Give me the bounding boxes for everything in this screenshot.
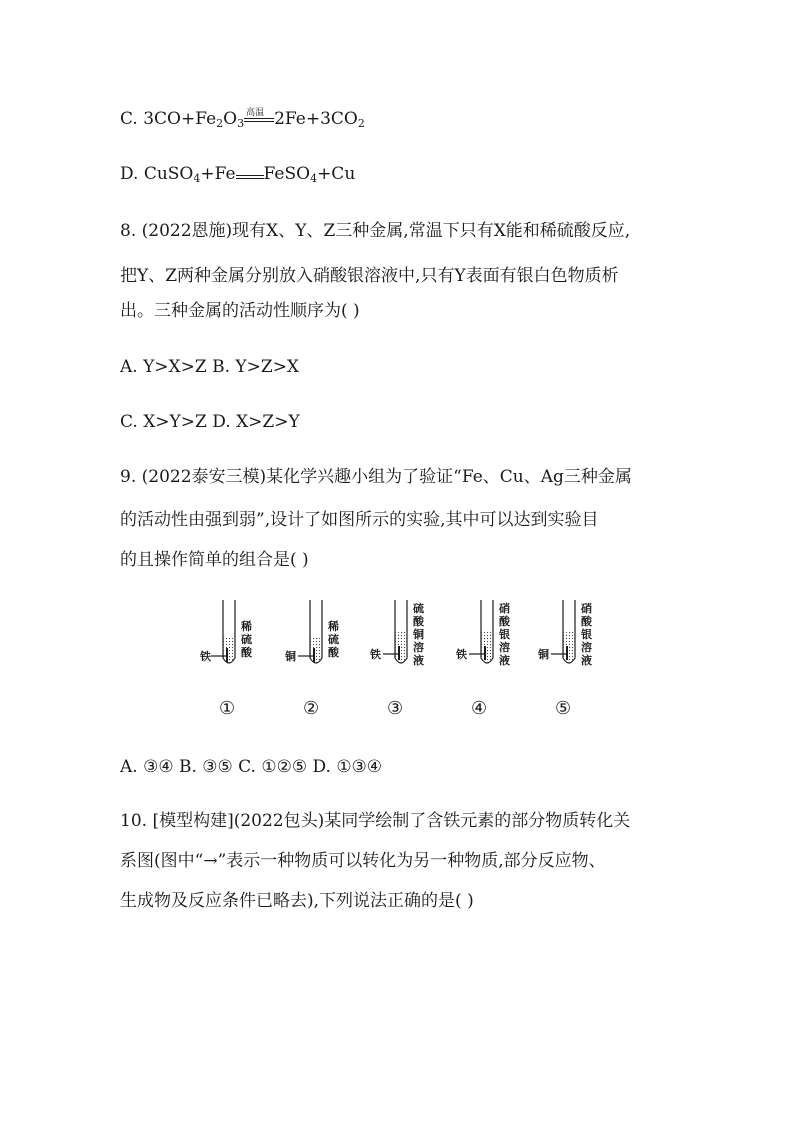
tube-2-metal: 铜 xyxy=(285,650,296,663)
q8-options-ab: A. Y>X>Z B. Y>Z>X xyxy=(120,357,300,377)
tube-5-solution: 硝酸银溶液 xyxy=(581,602,592,667)
tube-4-metal: 铁 xyxy=(456,648,467,661)
eq-d-left: D. CuSO xyxy=(120,164,194,184)
q9-line2: 的活动性由强到弱”,设计了如图所示的实验,其中可以达到实验目 xyxy=(120,510,599,530)
eq-d-right: FeSO xyxy=(263,164,311,184)
tube-3-number: ③ xyxy=(387,698,404,719)
reaction-condition: 高温 xyxy=(246,108,265,118)
reaction-condition-sign xyxy=(244,108,274,130)
tube-2-solution: 稀硫酸 xyxy=(328,620,339,659)
q9-options: A. ③④ B. ③⑤ C. ①②⑤ D. ①③④ xyxy=(120,757,383,777)
test-tube-4 xyxy=(453,598,533,673)
eq-c-prefix: C. 3CO+Fe xyxy=(120,109,217,129)
q10-line3: 生成物及反应条件已略去),下列说法正确的是( ) xyxy=(120,891,474,911)
q8-options-cd: C. X>Y>Z D. X>Z>Y xyxy=(120,412,300,432)
q9-line1: 9. (2022泰安三模)某化学兴趣小组为了验证“Fe、Cu、Ag三种金属 xyxy=(120,467,632,487)
q8-line3: 出。三种金属的活动性顺序为( ) xyxy=(120,301,360,321)
tube-1-metal: 铁 xyxy=(200,650,211,663)
eq-d-sub1: 4 xyxy=(193,172,201,185)
option-d-equation xyxy=(120,163,355,185)
tube-1-number: ① xyxy=(219,698,236,719)
q10-line2: 系图(图中“→”表示一种物质可以转化为另一种物质,部分反应物、 xyxy=(120,851,606,871)
eq-d-sub2: 4 xyxy=(310,172,318,185)
test-tube-5 xyxy=(535,598,615,673)
q9-line3: 的且操作简单的组合是( ) xyxy=(120,550,309,570)
equals-sign xyxy=(236,163,264,185)
tube-2-number: ② xyxy=(303,698,320,719)
q8-line2: 把Y、Z两种金属分别放入硝酸银溶液中,只有Y表面有银白色物质析 xyxy=(120,266,619,286)
tube-5-number: ⑤ xyxy=(555,698,572,719)
tube-4-number: ④ xyxy=(471,698,488,719)
eq-c-sub1: 2 xyxy=(216,117,224,130)
eq-c-sub2: 3 xyxy=(237,117,245,130)
tube-3-solution: 硫酸铜溶液 xyxy=(413,602,424,667)
test-tube-2 xyxy=(282,598,362,673)
eq-c-o: O xyxy=(223,109,238,129)
eq-c-sub3: 2 xyxy=(357,117,365,130)
test-tube-figure xyxy=(195,598,615,678)
tube-4-solution: 硝酸银溶液 xyxy=(499,602,510,667)
tube-3-metal: 铁 xyxy=(370,648,381,661)
eq-d-mid: +Fe xyxy=(200,164,236,184)
test-tube-1 xyxy=(195,598,275,673)
q10-line1: 10. [模型构建](2022包头)某同学绘制了含铁元素的部分物质转化关 xyxy=(120,811,631,831)
tube-5-metal: 铜 xyxy=(538,648,549,661)
test-tube-3 xyxy=(367,598,447,673)
tube-1-solution: 稀硫酸 xyxy=(241,620,252,659)
eq-c-suffix: 2Fe+3CO xyxy=(274,109,358,129)
eq-d-end: +Cu xyxy=(317,164,356,184)
option-c-equation xyxy=(120,108,365,130)
q8-line1: 8. (2022恩施)现有X、Y、Z三种金属,常温下只有X能和稀硫酸反应, xyxy=(120,221,631,241)
